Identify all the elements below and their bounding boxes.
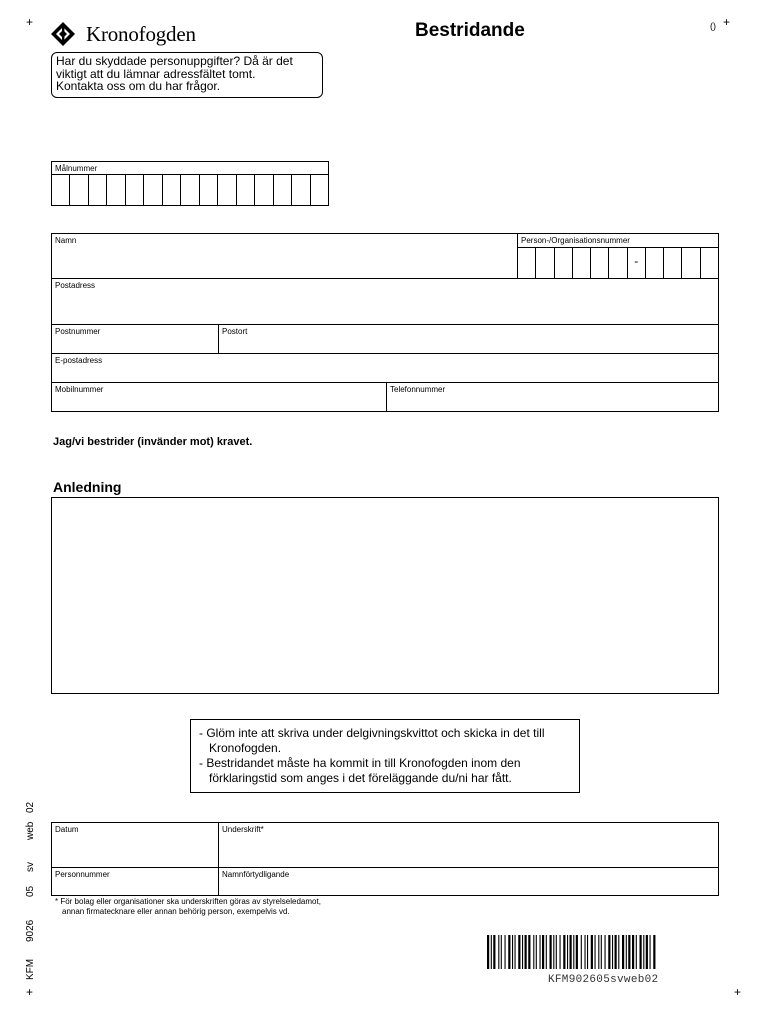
- dispute-statement: Jag/vi bestrider (invänder mot) kravet.: [53, 436, 253, 448]
- barcode-bar: [518, 935, 520, 969]
- barcode-bar: [615, 935, 617, 969]
- id-number-cell[interactable]: [609, 248, 627, 278]
- barcode-bar: [605, 935, 606, 969]
- barcode-bar: [595, 935, 596, 969]
- city-label: Postort: [222, 327, 248, 336]
- side-code-part: KFM: [25, 958, 36, 980]
- barcode-bar: [508, 935, 510, 969]
- barcode-bar: [533, 935, 534, 969]
- barcode-bar: [640, 935, 642, 969]
- signature-field[interactable]: [218, 823, 718, 867]
- case-number-cell[interactable]: [218, 175, 236, 205]
- barcode-bar: [515, 935, 516, 969]
- id-number-cell[interactable]: [664, 248, 682, 278]
- name-clarification-field[interactable]: [218, 868, 718, 895]
- name-label: Namn: [55, 236, 77, 245]
- signature-table: [51, 822, 719, 896]
- side-code-part: web: [25, 821, 36, 840]
- barcode-bar: [498, 935, 499, 969]
- side-code-part: sv: [25, 862, 36, 872]
- date-label: Datum: [55, 825, 79, 834]
- case-number-cell[interactable]: [274, 175, 292, 205]
- id-number-field[interactable]: [517, 234, 718, 278]
- case-number-cell[interactable]: [255, 175, 273, 205]
- side-code-part: 02: [25, 801, 36, 813]
- barcode-bar: [646, 935, 648, 969]
- barcode-bar: [493, 935, 495, 969]
- case-number-cell[interactable]: [200, 175, 218, 205]
- date-field[interactable]: [52, 823, 218, 867]
- barcode-bar: [601, 935, 602, 969]
- name-field[interactable]: [52, 234, 517, 278]
- barcode-bar: [536, 935, 537, 969]
- reason-heading: Anledning: [53, 479, 122, 495]
- barcode-bar: [585, 935, 586, 969]
- barcode-bar: [540, 935, 541, 969]
- barcode-bar: [650, 935, 651, 969]
- barcode-text: KFM902605svweb02: [548, 974, 659, 986]
- mobile-label: Mobilnummer: [55, 385, 104, 394]
- barcode-bar: [505, 935, 506, 969]
- side-code-part: 05: [25, 885, 36, 897]
- postcode-label: Postnummer: [55, 327, 101, 336]
- notice-line: Kontakta oss om du har frågor.: [56, 79, 221, 93]
- id-number-cell[interactable]: [518, 248, 536, 278]
- barcode-bar: [560, 935, 561, 969]
- barcode-bar: [556, 935, 557, 969]
- postcode-field[interactable]: [52, 325, 218, 353]
- registration-mark-bottom-right: +: [734, 985, 742, 999]
- kronofogden-emblem-icon: [50, 21, 80, 47]
- barcode-bar: [501, 935, 502, 969]
- barcode-bar: [525, 935, 527, 969]
- logo-text: Kronofogden: [86, 21, 196, 46]
- registration-mark-top-left: +: [26, 15, 34, 29]
- barcode-bar: [491, 935, 492, 969]
- postal-address-field[interactable]: [52, 279, 718, 324]
- barcode-bar: [576, 935, 578, 969]
- city-field[interactable]: [218, 325, 718, 353]
- id-number-separator: -: [628, 248, 646, 278]
- reminder-item: - Bestridandet måste ha kommit in till Kronofogden inom den förklaringstid som anges i det föreläggande du/ni har fått.: [199, 756, 521, 785]
- barcode-bar: [553, 935, 554, 969]
- postal-address-label: Postadress: [55, 281, 96, 290]
- person-details-table: [51, 233, 719, 412]
- mobile-field[interactable]: [52, 383, 386, 411]
- barcode-bar: [618, 935, 619, 969]
- registration-mark-bottom-left: +: [26, 985, 34, 999]
- barcode-bar: [622, 935, 624, 969]
- barcode-bar: [528, 935, 530, 969]
- id-number-cell[interactable]: [682, 248, 700, 278]
- notice-line: viktigt att du lämnar adressfältet tomt.: [56, 66, 256, 81]
- signature-footnote: [55, 897, 321, 917]
- barcode-bar: [587, 935, 588, 969]
- personal-id-label: Personnummer: [55, 870, 110, 879]
- barcode-bar: [581, 935, 582, 969]
- kronofogden-logo: [50, 20, 220, 48]
- case-number-cell[interactable]: [107, 175, 125, 205]
- id-number-cell[interactable]: [701, 248, 718, 278]
- barcode-bar: [512, 935, 513, 969]
- case-number-cell[interactable]: [311, 175, 328, 205]
- id-number-cell[interactable]: [536, 248, 554, 278]
- barcode-bar: [570, 935, 572, 969]
- email-label: E-postadress: [55, 356, 103, 365]
- barcode-bar: [608, 935, 610, 969]
- barcode-bar: [612, 935, 613, 969]
- barcode-bar: [573, 935, 574, 969]
- id-number-cell[interactable]: [573, 248, 591, 278]
- notice-line: Har du skyddade personuppgifter? Då är det: [56, 54, 293, 68]
- form-title: Bestridande: [415, 20, 525, 41]
- case-number-cell[interactable]: [237, 175, 255, 205]
- case-number-field[interactable]: [51, 161, 329, 206]
- case-number-cell[interactable]: [89, 175, 107, 205]
- id-number-cells[interactable]: [518, 248, 718, 278]
- id-number-cell[interactable]: [555, 248, 573, 278]
- barcode-bar: [653, 935, 655, 969]
- side-code-part: 9026: [25, 919, 36, 942]
- form-code-vertical: [21, 800, 41, 980]
- barcode-bar: [636, 935, 637, 969]
- version-mark: (): [710, 21, 716, 31]
- case-number-cell[interactable]: [292, 175, 310, 205]
- barcode-bar: [626, 935, 627, 969]
- footnote-line: annan firmatecknare eller annan behörig person, exempelvis vd.: [62, 907, 290, 916]
- reason-textarea[interactable]: [51, 497, 719, 694]
- id-number-label: Person-/Organisationsnummer: [518, 234, 718, 248]
- name-clarification-label: Namnförtydligande: [222, 870, 290, 879]
- reminder-box: [190, 719, 580, 793]
- reminder-item: - Glöm inte att skriva under delgivningskvittot och skicka in det till Kronofogden.: [199, 726, 545, 755]
- id-number-cell[interactable]: [646, 248, 664, 278]
- case-number-cell[interactable]: [52, 175, 70, 205]
- phone-label: Telefonnummer: [390, 385, 446, 394]
- barcode-bar: [591, 935, 593, 969]
- registration-mark-top-right: +: [723, 15, 731, 29]
- barcode-bar: [546, 935, 547, 969]
- barcode-bar: [563, 935, 565, 969]
- case-number-cells[interactable]: [52, 175, 328, 205]
- barcode-bar: [598, 935, 599, 969]
- barcode-bar: [567, 935, 568, 969]
- footnote-line: * För bolag eller organisationer ska underskriften göras av styrelseledamot,: [55, 897, 321, 906]
- case-number-cell[interactable]: [70, 175, 88, 205]
- barcode-bar: [643, 935, 644, 969]
- case-number-cell[interactable]: [144, 175, 162, 205]
- case-number-cell[interactable]: [181, 175, 199, 205]
- signature-label: Underskrift*: [222, 825, 264, 834]
- protected-data-notice: [51, 52, 323, 98]
- barcode-icon: [487, 935, 732, 969]
- phone-field[interactable]: [386, 383, 718, 411]
- email-field[interactable]: [52, 354, 718, 382]
- case-number-cell[interactable]: [126, 175, 144, 205]
- barcode-bar: [632, 935, 634, 969]
- barcode-bar: [487, 935, 489, 969]
- barcode-bar: [522, 935, 523, 969]
- barcode-bar: [628, 935, 630, 969]
- personal-id-field[interactable]: [52, 868, 218, 895]
- case-number-cell[interactable]: [163, 175, 181, 205]
- barcode-bar: [542, 935, 544, 969]
- id-number-cell[interactable]: [591, 248, 609, 278]
- case-number-label: Målnummer: [52, 162, 328, 175]
- barcode-bar: [550, 935, 552, 969]
